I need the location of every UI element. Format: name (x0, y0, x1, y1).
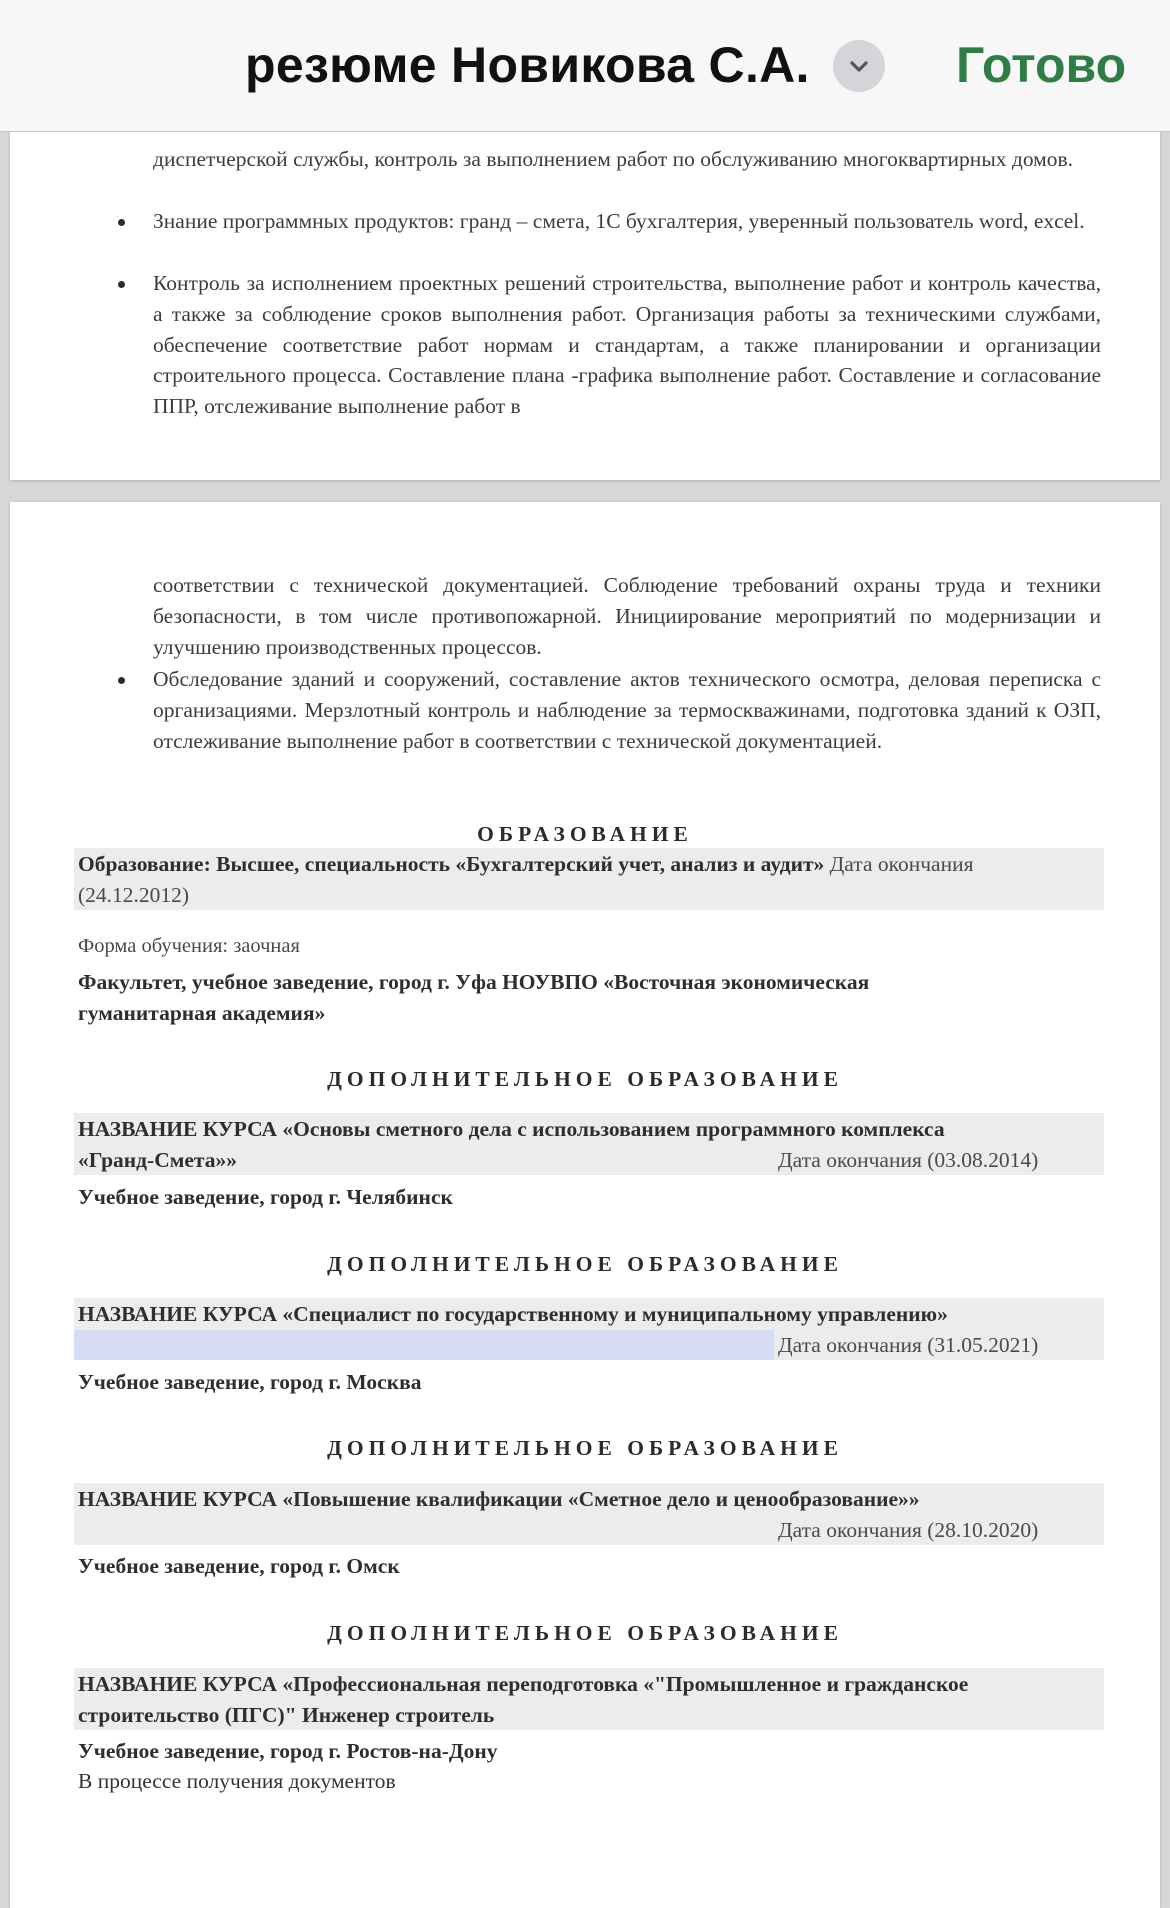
course-school: Учебное заведение, город г. Ростов-на-Дону (78, 1739, 498, 1763)
course-status: В процессе получения документов (78, 1769, 396, 1793)
course-title-line2: «Гранд-Смета»» (78, 1148, 237, 1172)
list-item (153, 664, 1101, 756)
education-faculty-line2: гуманитарная академия» (78, 1001, 326, 1025)
document-page-2 (10, 502, 1160, 1908)
navigation-bar (0, 0, 1170, 132)
list-item-continuation: диспетчерской службы, контроль за выполнением работ по обслуживанию многоквартирных домов. (153, 147, 1074, 171)
course-school: Учебное заведение, город г. Челябинск (78, 1185, 453, 1209)
course-title-line1: НАЗВАНИЕ КУРСА «Специалист по государственному и муниципальному управлению» (78, 1302, 948, 1326)
list-item (153, 268, 1101, 422)
course-title-line2: строительство (ПГС)" Инженер строитель (78, 1703, 495, 1727)
section-heading-additional-4: ДОПОЛНИТЕЛЬНОЕ ОБРАЗОВАНИЕ (327, 1621, 843, 1645)
education-end-date: (24.12.2012) (78, 883, 190, 907)
section-heading-additional-2: ДОПОЛНИТЕЛЬНОЕ ОБРАЗОВАНИЕ (327, 1252, 843, 1276)
bullet-icon (118, 281, 125, 288)
course-end-date: Дата окончания (28.10.2020) (778, 1518, 1039, 1542)
list-item (153, 206, 1101, 237)
course-title-line1: НАЗВАНИЕ КУРСА «Повышение квалификации «Сметное дело и ценообразование»» (78, 1487, 920, 1511)
list-item-text: Знание программных продуктов: гранд – смета, 1С бухгалтерия, уверенный пользователь word, excel. (153, 209, 1085, 233)
bullet-icon (118, 677, 125, 684)
done-button[interactable]: Готово (956, 37, 1127, 93)
education-degree: Образование: Высшее, специальность «Бухгалтерский учет, анализ и аудит» Дата окончания (78, 852, 974, 876)
course-school: Учебное заведение, город г. Омск (78, 1554, 400, 1578)
list-item-text: Обследование зданий и сооружений, составление актов технического осмотра, деловая переписка с организациями. Мерзлотный контроль и наблюдение за термоскважинами, подготовка зданий к ОЗП, отслеживание выполнение работ в соответствии с технической документацией. (153, 667, 1101, 753)
text-selection-highlight (74, 1330, 774, 1360)
course-school: Учебное заведение, город г. Москва (78, 1370, 422, 1394)
course-end-date: Дата окончания (31.05.2021) (778, 1333, 1039, 1357)
list-item-text: Контроль за исполнением проектных решений строительства, выполнение работ и контроль качества, а также за соблюдение сроков выполнения работ. Организация работы за техническими службами, обеспечение соответствие работ нормам и стандартам, а также планировании и организации строительного процесса. Составление плана -графика выполнение работ. Составление и согласование ППР, отслеживание выполнение работ в (153, 271, 1101, 419)
chevron-down-icon[interactable] (833, 40, 885, 92)
course-end-date: Дата окончания (03.08.2014) (778, 1148, 1039, 1172)
list-item-continuation: соответствии с технической документацией. Соблюдение требований охраны труда и техники безопасности, в том числе противопожарной. Инициирование мероприятий по модернизации и улучшению производственных процессов. (153, 573, 1101, 659)
education-form: Форма обучения: заочная (78, 935, 300, 957)
section-heading-education: ОБРАЗОВАНИЕ (477, 822, 693, 846)
education-faculty-line1: Факультет, учебное заведение, город г. Уфа НОУВПО «Восточная экономическая (78, 970, 870, 994)
course-title-line1: НАЗВАНИЕ КУРСА «Основы сметного дела с использованием программного комплекса (78, 1117, 945, 1141)
bullet-icon (118, 219, 125, 226)
course-title-line1: НАЗВАНИЕ КУРСА «Профессиональная переподготовка «"Промышленное и гражданское (78, 1672, 969, 1696)
section-heading-additional-1: ДОПОЛНИТЕЛЬНОЕ ОБРАЗОВАНИЕ (327, 1067, 843, 1091)
section-heading-additional-3: ДОПОЛНИТЕЛЬНОЕ ОБРАЗОВАНИЕ (327, 1436, 843, 1460)
document-title[interactable]: резюме Новикова С.А. (245, 37, 810, 93)
